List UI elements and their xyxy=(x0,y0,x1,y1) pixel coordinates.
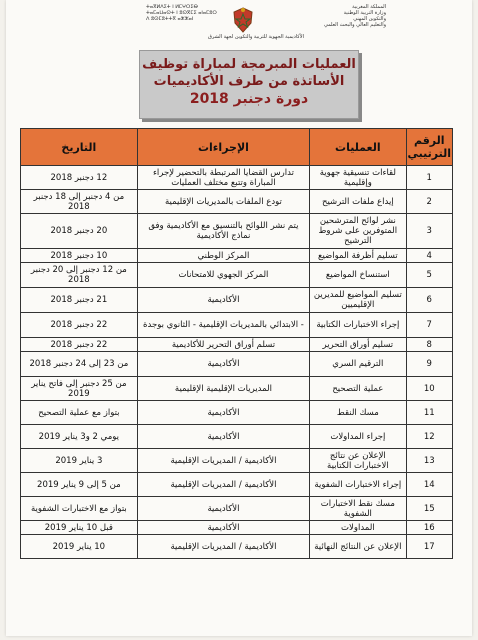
cell-operation: الإعلان عن نتائج الاختبارات الكتابية xyxy=(310,449,406,473)
table-row xyxy=(21,377,453,401)
cell-number: 12 xyxy=(406,425,452,449)
cell-operation: تسليم المواضيع للمديرين الإقليميين xyxy=(310,288,406,313)
table-row xyxy=(21,473,453,497)
table-row xyxy=(21,535,453,559)
table-row xyxy=(21,352,453,377)
cell-date: بتواز مع الاختبارات الشفوية xyxy=(21,497,138,521)
title-line: الأساتذة من طرف الأكاديميات xyxy=(153,74,345,89)
cell-number: 10 xyxy=(406,377,452,401)
letterhead-left-line: ⵜⴰⵎⴰⵡⴰⵙⵜ ⵏ ⵓⵙⴳⵎⵉ ⴰⵏⴰⵎⵓⵔ xyxy=(146,10,217,16)
cell-date: يومي 2 و3 يناير 2019 xyxy=(21,425,138,449)
table-row xyxy=(21,288,453,313)
cell-procedure: الأكاديمية xyxy=(137,497,309,521)
cell-date: من 25 دجنبر إلى فاتح يناير 2019 xyxy=(21,377,138,401)
cell-procedure: المديريات الإقليمية الإقليمية xyxy=(137,377,309,401)
cell-number: 4 xyxy=(406,249,452,263)
cell-operation: استنساخ المواضيع xyxy=(310,263,406,288)
cell-operation: إجراء المداولات xyxy=(310,425,406,449)
cell-operation: تسليم أظرفة المواضيع xyxy=(310,249,406,263)
table-row xyxy=(21,401,453,425)
cell-number: 9 xyxy=(406,352,452,377)
cell-number: 15 xyxy=(406,497,452,521)
cell-operation: مسك النقط xyxy=(310,401,406,425)
cell-number: 8 xyxy=(406,338,452,352)
table-row xyxy=(21,425,453,449)
cell-date: من 5 إلى 9 يناير 2019 xyxy=(21,473,138,497)
letterhead-left-line: ⴷ ⵓⵙⵎⵓⵜⵜⴳ ⴰⵣⵣⴰⵏ xyxy=(146,16,194,22)
table-row xyxy=(21,249,453,263)
cell-procedure: تسلم أوراق التحرير للأكاديمية xyxy=(137,338,309,352)
column-header-date: التاريخ xyxy=(21,129,138,166)
column-header-operations: العمليات xyxy=(310,129,406,166)
letterhead-arabic xyxy=(276,4,386,28)
table-row xyxy=(21,449,453,473)
letterhead-left-line: ⵜⴰⴳⵍⴷⵉⵜ ⵏ ⵍⵎⵖⵔⵉⴱ xyxy=(146,4,198,10)
cell-procedure: يتم نشر اللوائح بالتنسيق مع الأكاديمية وفق نماذج الأكاديمية xyxy=(137,214,309,249)
cell-procedure: المركز الجهوي للامتحانات xyxy=(137,263,309,288)
cell-procedure: الأكاديمية xyxy=(137,425,309,449)
cell-date: 10 دجنبر 2018 xyxy=(21,249,138,263)
cell-date: من 23 إلى 24 دجنبر 2018 xyxy=(21,352,138,377)
cell-operation: إجراء الاختبارات الكتابية xyxy=(310,313,406,338)
cell-procedure: الأكاديمية / المديريات الإقليمية xyxy=(137,449,309,473)
cell-date: 3 يناير 2019 xyxy=(21,449,138,473)
cell-number: 5 xyxy=(406,263,452,288)
cell-procedure: - الابتدائي بالمديريات الإقليمية - الثانوي بوجدة xyxy=(137,313,309,338)
letterhead-right-line: وزارة التربية الوطنية xyxy=(343,10,386,16)
cell-number: 1 xyxy=(406,166,452,190)
cell-operation: إجراء الاختبارات الشفوية xyxy=(310,473,406,497)
table-row xyxy=(21,313,453,338)
coat-of-arms-icon xyxy=(230,7,256,33)
cell-number: 2 xyxy=(406,190,452,214)
table-header-row xyxy=(21,129,453,166)
cell-operation: تسليم أوراق التحرير xyxy=(310,338,406,352)
title-line: العمليات المبرمجة لمباراة توظيف xyxy=(142,57,356,72)
cell-operation: مسك نقط الاختبارات الشفوية xyxy=(310,497,406,521)
cell-date: 21 دجنبر 2018 xyxy=(21,288,138,313)
cell-number: 16 xyxy=(406,521,452,535)
table-row xyxy=(21,521,453,535)
cell-operation: الإعلان عن النتائج النهائية xyxy=(310,535,406,559)
letterhead xyxy=(106,2,406,42)
cell-number: 11 xyxy=(406,401,452,425)
session-title: دورة دجنبر 2018 xyxy=(189,91,309,107)
cell-operation: لقاءات تنسيقية جهوية وإقليمية xyxy=(310,166,406,190)
cell-date: 10 يناير 2019 xyxy=(21,535,138,559)
cell-number: 6 xyxy=(406,288,452,313)
cell-operation: عملية التصحيح xyxy=(310,377,406,401)
cell-procedure: الأكاديمية xyxy=(137,521,309,535)
cell-procedure: تودع الملفات بالمديريات الإقليمية xyxy=(137,190,309,214)
cell-number: 3 xyxy=(406,214,452,249)
academy-name: الأكاديمية الجهوية للتربية والتكوين لجهة الشرق xyxy=(207,34,305,40)
cell-number: 7 xyxy=(406,313,452,338)
cell-date: بتواز مع عملية التصحيح xyxy=(21,401,138,425)
title-box xyxy=(139,50,359,119)
cell-number: 13 xyxy=(406,449,452,473)
cell-operation: نشر لوائح المترشحين المتوفرين على شروط الترشيح xyxy=(310,214,406,249)
schedule-table xyxy=(20,128,453,559)
table-row xyxy=(21,338,453,352)
cell-date: 22 دجنبر 2018 xyxy=(21,338,138,352)
table-row xyxy=(21,497,453,521)
table-row xyxy=(21,263,453,288)
column-header-number: الرقم الترتيبي xyxy=(406,129,452,166)
column-header-procedures: الإجراءات xyxy=(137,129,309,166)
cell-date: من 4 دجنبر إلى 18 دجنبر 2018 xyxy=(21,190,138,214)
cell-procedure: الأكاديمية / المديريات الإقليمية xyxy=(137,473,309,497)
cell-procedure: الأكاديمية xyxy=(137,288,309,313)
cell-number: 17 xyxy=(406,535,452,559)
cell-date: 22 دجنبر 2018 xyxy=(21,313,138,338)
cell-procedure: تدارس القضايا المرتبطة بالتحضير لإجراء المباراة وتتبع مختلف العمليات xyxy=(137,166,309,190)
cell-operation: الترقيم السري xyxy=(310,352,406,377)
letterhead-right-line: المملكة المغربية xyxy=(352,4,386,10)
cell-date: قبل 10 يناير 2019 xyxy=(21,521,138,535)
table-row xyxy=(21,166,453,190)
cell-procedure: الأكاديمية / المديريات الإقليمية xyxy=(137,535,309,559)
cell-date: من 12 دجنبر إلى 20 دجنبر 2018 xyxy=(21,263,138,288)
cell-procedure: المركز الوطني xyxy=(137,249,309,263)
cell-operation: إيداع ملفات الترشيح xyxy=(310,190,406,214)
letterhead-tifinagh xyxy=(146,4,236,22)
cell-procedure: الأكاديمية xyxy=(137,352,309,377)
cell-date: 20 دجنبر 2018 xyxy=(21,214,138,249)
table-row xyxy=(21,214,453,249)
cell-procedure: الأكاديمية xyxy=(137,401,309,425)
table-row xyxy=(21,190,453,214)
letterhead-right-line: والتعليم العالي والبحث العلمي xyxy=(323,22,386,28)
cell-operation: المداولات xyxy=(310,521,406,535)
cell-number: 14 xyxy=(406,473,452,497)
cell-date: 12 دجنبر 2018 xyxy=(21,166,138,190)
letterhead-right-line: والتكوين المهني xyxy=(353,16,386,22)
